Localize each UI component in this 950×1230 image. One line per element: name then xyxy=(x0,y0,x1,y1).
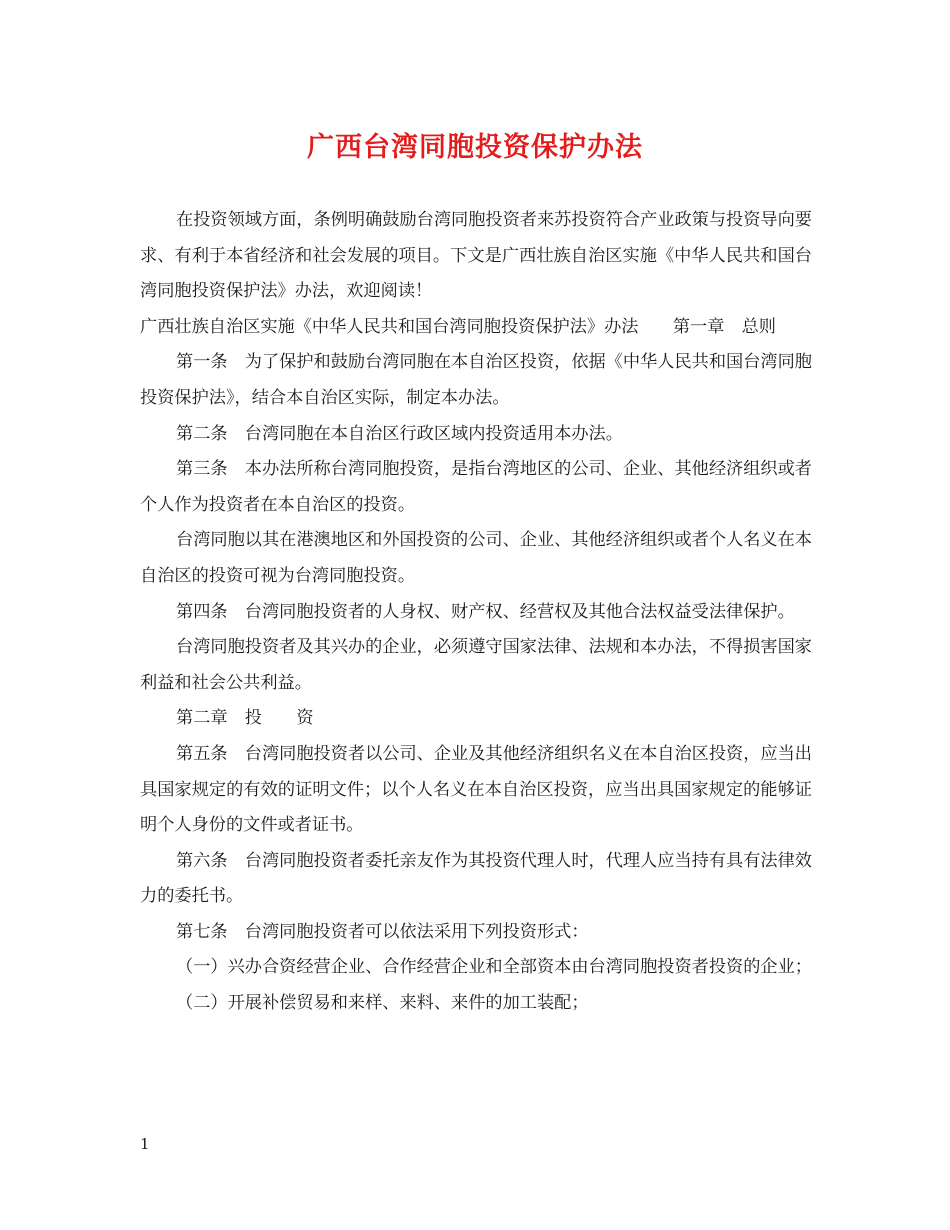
paragraph: （二）开展补偿贸易和来样、来料、来件的加工装配； xyxy=(176,993,589,1014)
paragraph: 第七条 台湾同胞投资者可以依法采用下列投资形式： xyxy=(176,921,589,942)
page-number: 1 xyxy=(140,1135,150,1153)
paragraph: 第六条 台湾同胞投资者委托亲友作为其投资代理人时，代理人应当持有具有法律效力的委托书。 xyxy=(140,850,812,907)
paragraph: 第二条 台湾同胞在本自治区行政区域内投资适用本办法。 xyxy=(176,423,623,444)
paragraph: 台湾同胞以其在港澳地区和外国投资的公司、企业、其他经济组织或者个人名义在本自治区的投资可视为台湾同胞投资。 xyxy=(140,530,812,586)
paragraph: 第四条 台湾同胞投资者的人身权、财产权、经营权及其他合法权益受法律保护。 xyxy=(176,601,795,622)
paragraph: 台湾同胞投资者及其兴办的企业，必须遵守国家法律、法规和本办法，不得损害国家利益和社会公共利益。 xyxy=(140,637,812,693)
document-title: 广西台湾同胞投资保护办法 xyxy=(307,132,643,163)
paragraph: 第三条 本办法所称台湾同胞投资，是指台湾地区的公司、企业、其他经济组织或者个人作为投资者在本自治区的投资。 xyxy=(140,459,812,515)
document-body xyxy=(140,203,812,1022)
paragraph: （一）兴办合资经营企业、合作经营企业和全部资本由台湾同胞投资者投资的企业； xyxy=(176,957,812,978)
paragraph: 第二章 投 资 xyxy=(176,708,314,729)
paragraph: 广西壮族自治区实施《中华人民共和国台湾同胞投资保护法》办法 第一章 总则 xyxy=(140,316,776,337)
paragraph: 在投资领域方面，条例明确鼓励台湾同胞投资者来苏投资符合产业政策与投资导向要求、有利于本省经济和社会发展的项目。下文是广西壮族自治区实施《中华人民共和国台湾同胞投资保护法》办法，欢迎阅读！ xyxy=(140,210,812,302)
paragraph: 第五条 台湾同胞投资者以公司、企业及其他经济组织名义在本自治区投资，应当出具国家规定的有效的证明文件；以个人名义在本自治区投资，应当出具国家规定的能够证明个人身份的文件或者证书。 xyxy=(140,743,812,836)
paragraph: 第一条 为了保护和鼓励台湾同胞在本自治区投资，依据《中华人民共和国台湾同胞投资保护法》，结合本自治区实际，制定本办法。 xyxy=(140,352,812,408)
